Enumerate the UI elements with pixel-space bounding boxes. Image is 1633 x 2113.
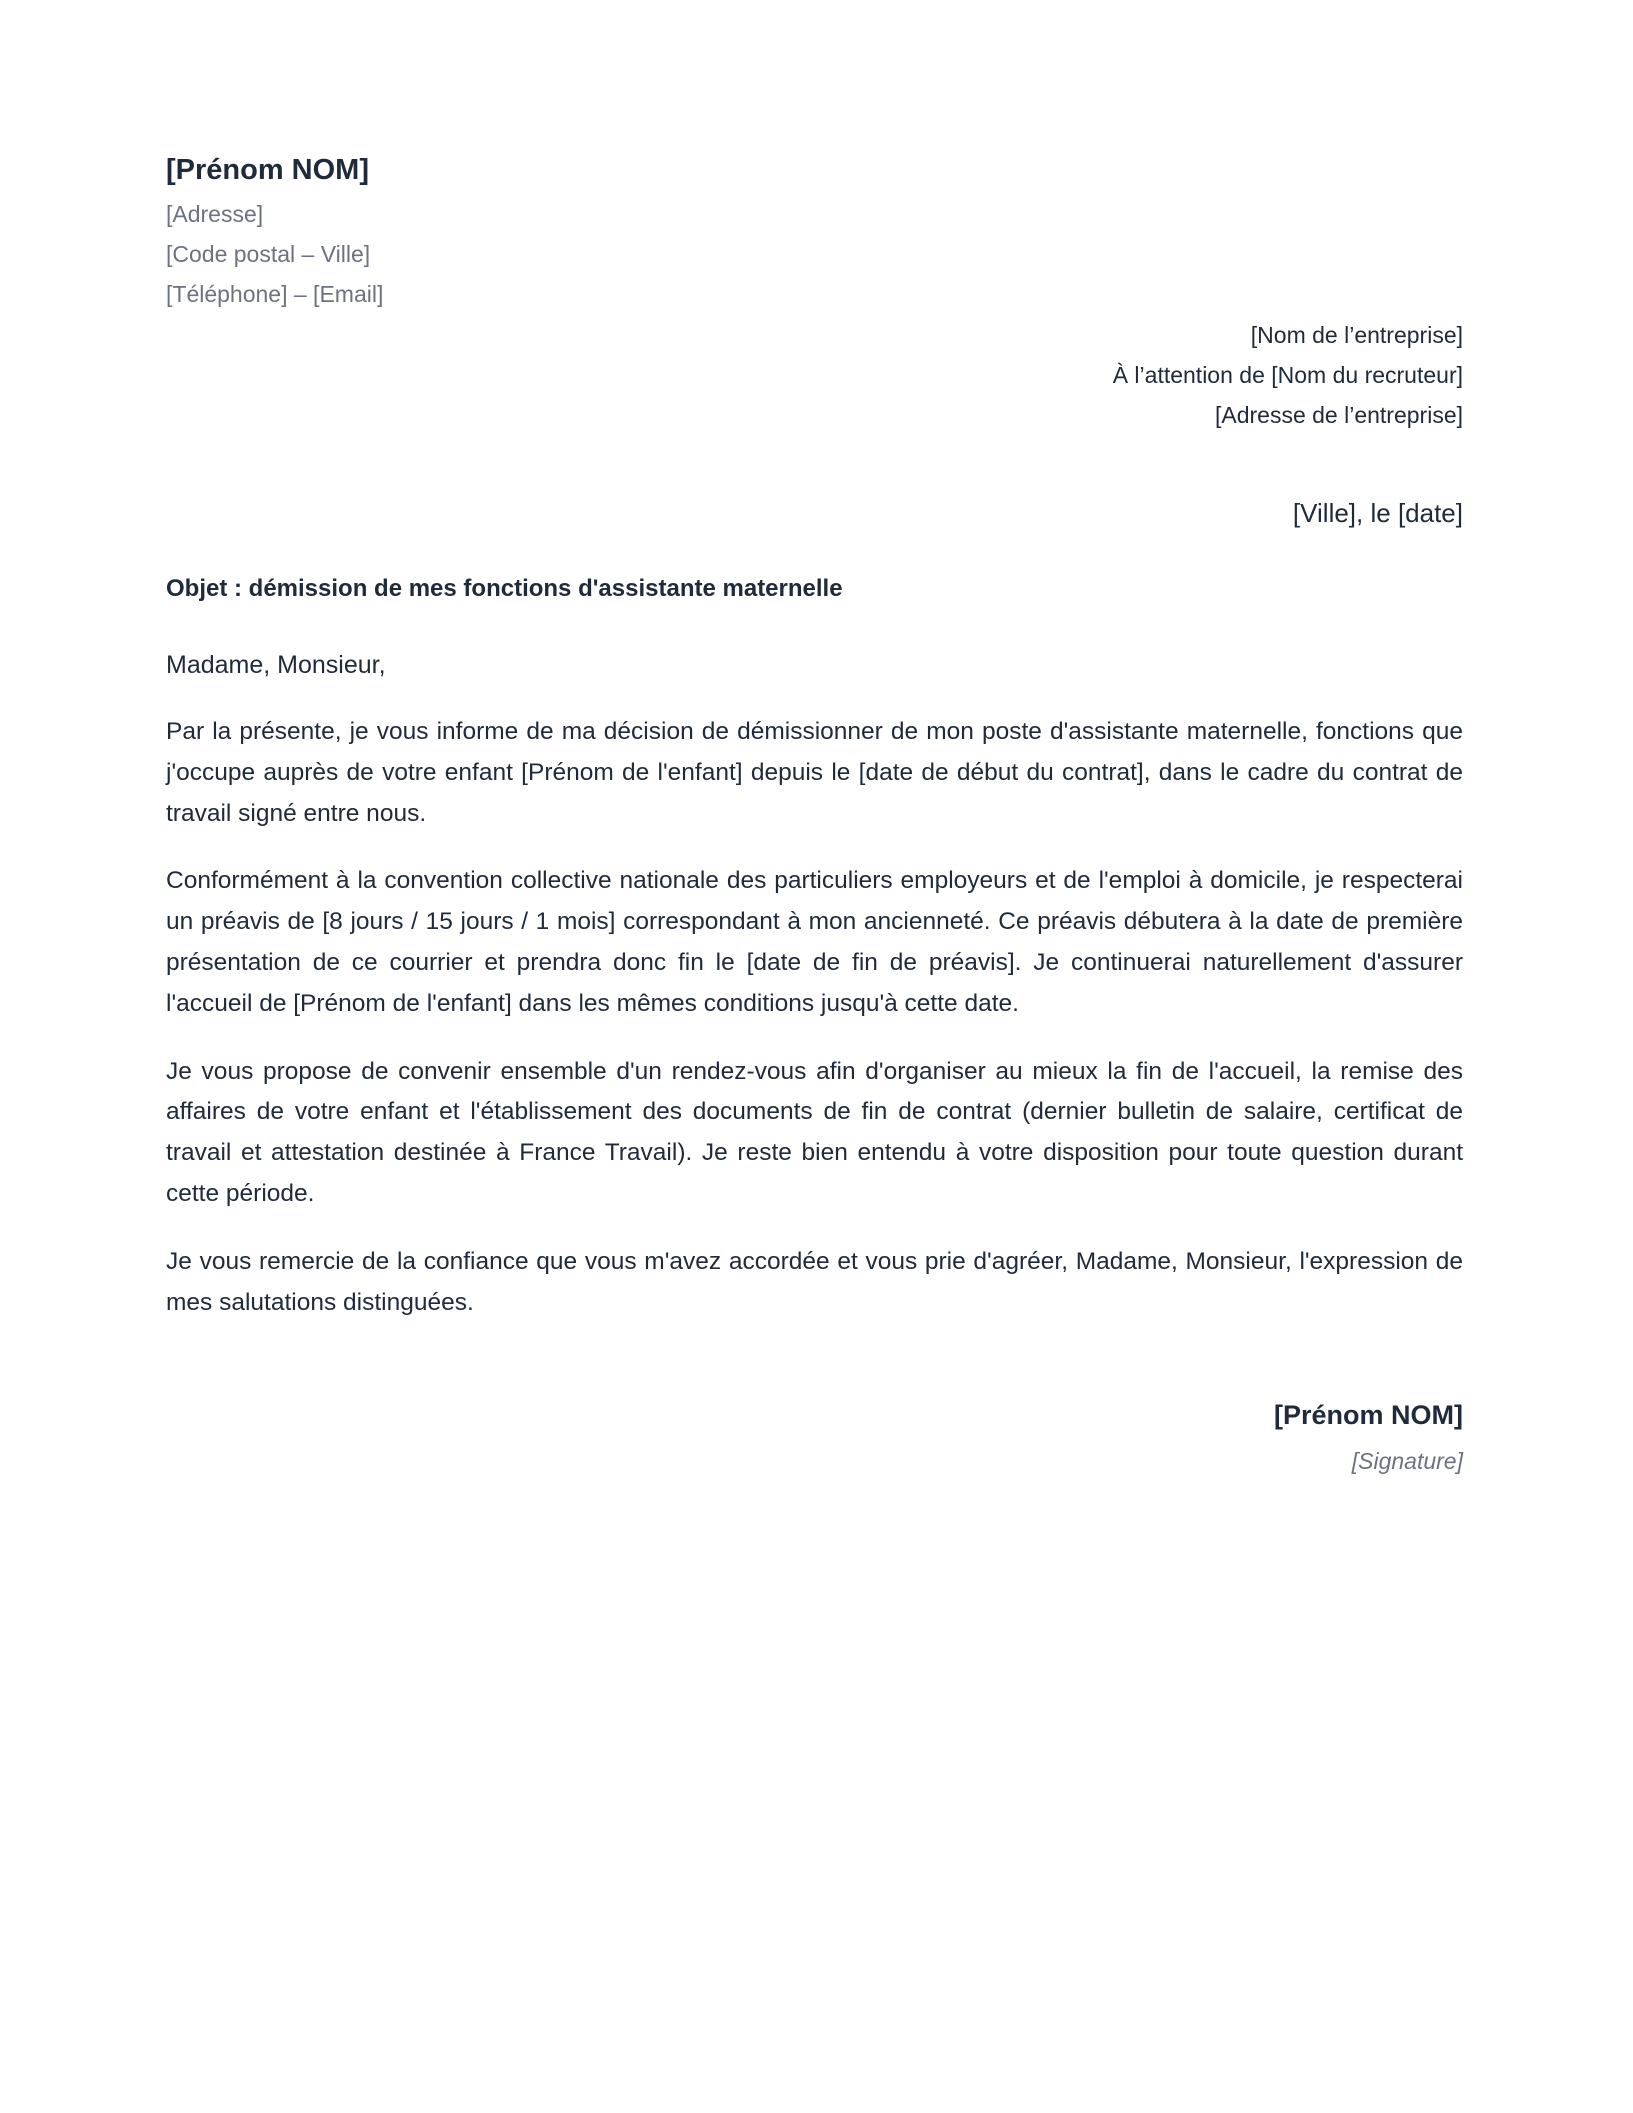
sender-postal-city: [Code postal – Ville] — [166, 241, 371, 267]
sender-block — [166, 150, 866, 314]
body-paragraph: Conformément à la convention collective nationale des particuliers employeurs et de l'emploi à domicile, je respecterai un préavis de [8 jours / 15 jours / 1 mois] correspondant à mon ancienneté. Ce préavis débutera à la date de première présentation de ce courrier et prendra donc fin le [date de fin de préavis]. Je continuerai naturellement d'assurer l'accueil de [Prénom de l'enfant] dans les mêmes conditions jusqu'à cette date. — [166, 867, 1463, 1017]
signature-block — [763, 1395, 1463, 1481]
recipient-attention: À l’attention de [Nom du recruteur] — [1112, 362, 1463, 388]
sender-address: [Adresse] — [166, 201, 264, 227]
signature-name: [Prénom NOM] — [1274, 1400, 1463, 1430]
place-date-line: [Ville], le [date] — [1292, 498, 1463, 528]
signature-placeholder: [Signature] — [1351, 1448, 1463, 1474]
recipient-block — [763, 315, 1463, 435]
body-paragraph: Par la présente, je vous informe de ma décision de démissionner de mon poste d'assistante maternelle, fonctions que j'occupe auprès de votre enfant [Prénom de l'enfant] depuis le [date de début du contrat], dans le cadre du contrat de travail signé entre nous. — [166, 718, 1463, 827]
body-paragraph: Je vous propose de convenir ensemble d'un rendez-vous afin d'organiser au mieux la fin de l'accueil, la remise des affaires de votre enfant et l'établissement des documents de fin de contrat (dernier bulletin de salaire, certificat de travail et attestation destinée à France Travail). Je reste bien entendu à votre disposition pour toute question durant cette période. — [166, 1057, 1463, 1207]
letter-subject: Objet : démission de mes fonctions d'assistante maternelle — [166, 575, 843, 602]
letter-body — [166, 712, 1463, 1350]
sender-name: [Prénom NOM] — [166, 154, 369, 186]
sender-contact: [Téléphone] – [Email] — [166, 281, 384, 307]
recipient-address: [Adresse de l’entreprise] — [1214, 402, 1463, 428]
recipient-company: [Nom de l’entreprise] — [1250, 322, 1463, 348]
salutation: Madame, Monsieur, — [166, 651, 386, 679]
body-paragraph: Je vous remercie de la confiance que vous m'avez accordée et vous prie d'agréer, Madame, Monsieur, l'expression de mes salutations distinguées. — [166, 1247, 1463, 1316]
